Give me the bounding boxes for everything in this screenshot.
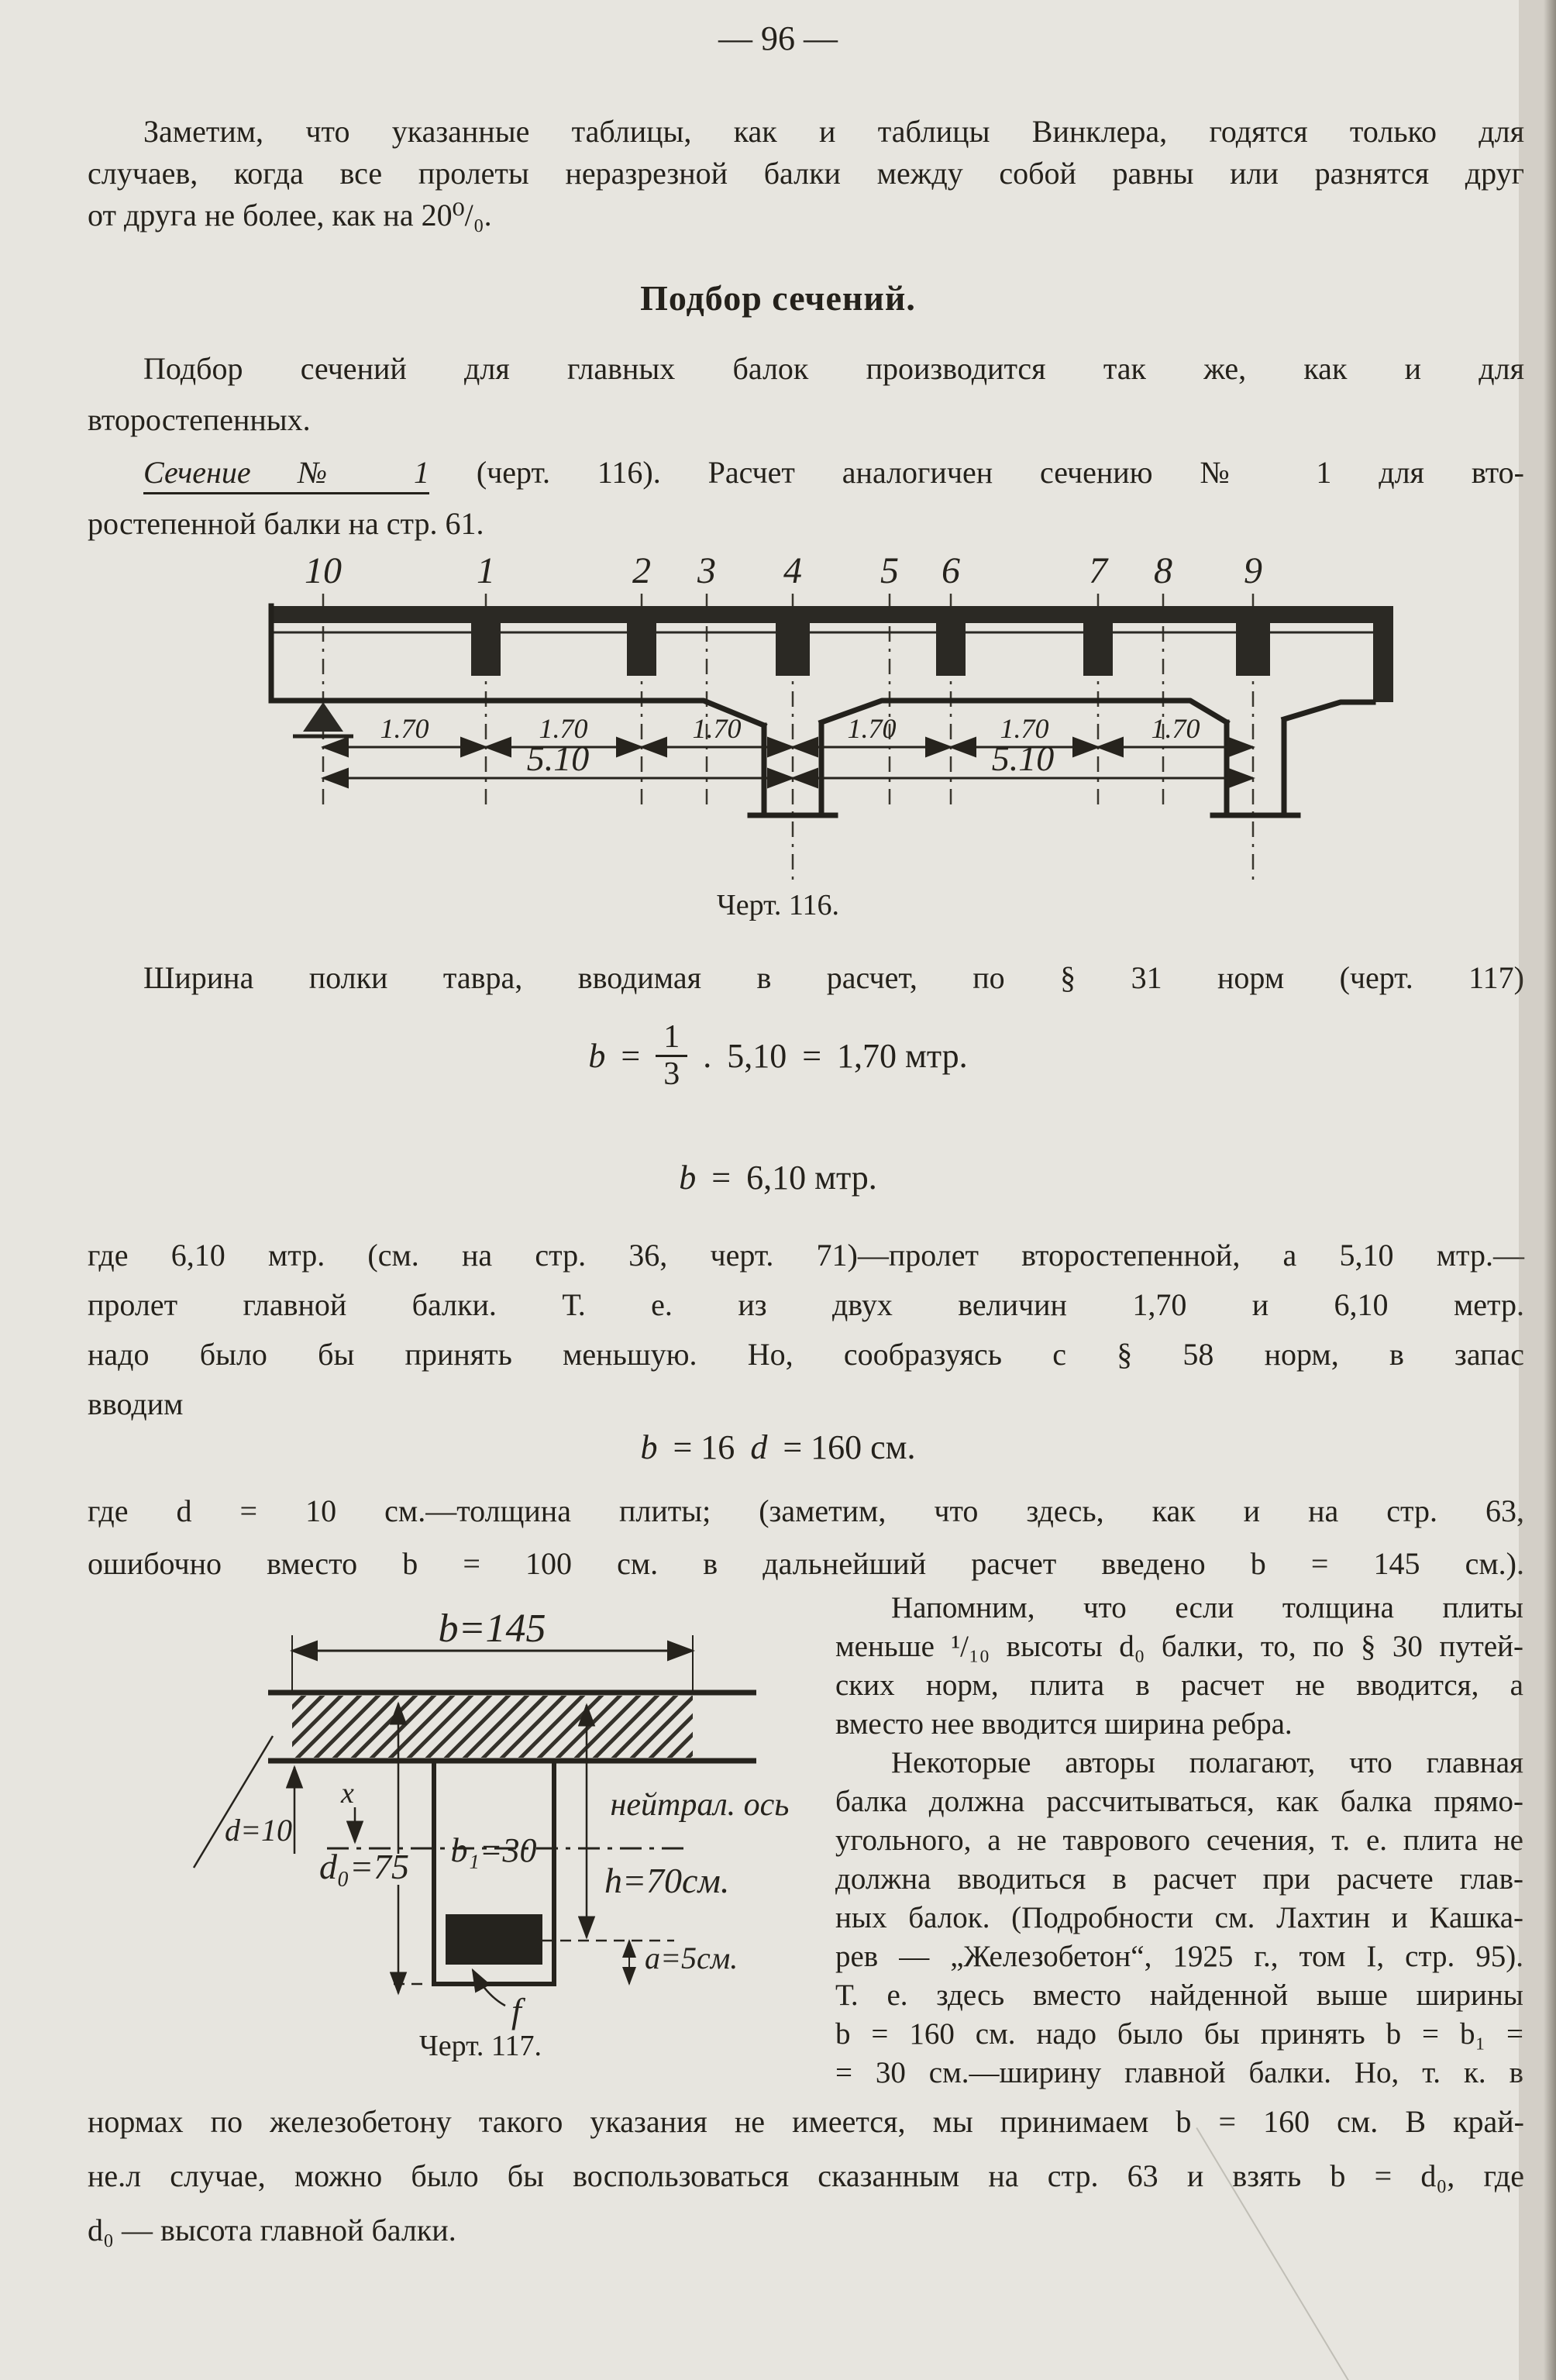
fig117-slab bbox=[268, 1693, 756, 1761]
formula-b-16d bbox=[0, 1428, 1556, 1467]
right-col-line-8: должна вводиться в расчет при расчете глав- bbox=[835, 1862, 1523, 1896]
bottom-line-3: d₀ — высота главной балки. bbox=[88, 2213, 456, 2247]
fig116-section-label: 6 bbox=[942, 550, 960, 591]
formula-result: = 160 см. bbox=[783, 1428, 916, 1466]
equals-sign: = bbox=[711, 1159, 732, 1197]
paragraph-3-line-2: ростепенной балки на стр. 61. bbox=[88, 506, 484, 541]
fig117-label-d0-75: d₀=75 bbox=[318, 1847, 410, 1886]
fig116-dim-1-70: 1.70 bbox=[847, 713, 897, 744]
right-col-line-4: вместо нее вводится ширина ребра. bbox=[835, 1707, 1293, 1741]
fig116-dim-1-70: 1.70 bbox=[1151, 713, 1200, 744]
right-col-line-10: рев — „Железобетон“, 1925 г., том I, стр. 95). bbox=[835, 1940, 1523, 1973]
right-col-line-12: b = 160 см. надо было бы принять b = b₁ = bbox=[835, 2017, 1523, 2051]
paragraph-2-line-1: Подбор сечений для главных балок производится так же, как и для bbox=[143, 351, 1524, 386]
formula-var-b: b bbox=[588, 1037, 606, 1076]
fig116-dimension-lines bbox=[323, 747, 1253, 778]
page-number: — 96 — bbox=[718, 19, 838, 57]
right-col-line-5: Некоторые авторы полагают, что главная bbox=[891, 1746, 1523, 1779]
fig116-section-label: 1 bbox=[477, 550, 495, 591]
fig116-span-dimension-labels bbox=[380, 713, 1200, 744]
figure-117-caption: Черт. 117. bbox=[419, 2030, 542, 2062]
paragraph-6-line-1: где d = 10 см.—толщина плиты; (заметим, что здесь, как и на стр. 63, bbox=[88, 1493, 1524, 1528]
page-right-edge bbox=[1544, 0, 1556, 2380]
paragraph-4: Ширина полки тавра, вводимая в расчет, по § 31 норм (черт. 117) bbox=[143, 960, 1524, 995]
formula-var-b: b bbox=[679, 1159, 697, 1197]
paragraph-5-line-2: пролет главной балки. Т. е. из двух величин 1,70 и 6,10 метр. bbox=[88, 1287, 1524, 1322]
right-col-line-9: ных балок. (Подробности см. Лахтин и Кашка- bbox=[835, 1901, 1523, 1934]
fig117-label-a5: a=5см. bbox=[645, 1941, 738, 1975]
right-col-line-7: угольного, а не таврового сечения, т. е. плита не bbox=[835, 1824, 1523, 1857]
fig117-label-h70: h=70см. bbox=[604, 1861, 730, 1900]
section-no-1-label: Сечение № 1 bbox=[143, 455, 429, 494]
paragraph-3-line-1 bbox=[143, 454, 1524, 491]
fig116-section-label: 9 bbox=[1244, 550, 1262, 591]
right-col-line-13: = 30 см.—ширину главной балки. Но, т. к. в bbox=[835, 2056, 1523, 2089]
formula-b-610 bbox=[0, 1158, 1556, 1197]
formula-flange-width bbox=[0, 1020, 1556, 1093]
fig116-dim-1-70: 1.70 bbox=[1000, 713, 1049, 744]
fig116-span-total-labels bbox=[527, 739, 1055, 778]
right-col-line-3: ских норм, плита в расчет не вводится, а bbox=[835, 1669, 1523, 1702]
fig117-label-f: f bbox=[511, 1991, 522, 2030]
paragraph-5-line-1: где 6,10 мтр. (см. на стр. 36, черт. 71)—пролет второстепенной, а 5,10 мтр.— bbox=[88, 1238, 1524, 1273]
paragraph-6-line-2: ошибочно вместо b = 100 см. в дальнейший расчет введено b = 145 см.). bbox=[88, 1546, 1524, 1581]
intro-line-1: Заметим, что указанные таблицы, как и таблицы Винклера, годятся только для bbox=[143, 114, 1524, 149]
fig117-label-b1-30: b₁=30 bbox=[450, 1831, 537, 1869]
right-col-line-1: Напомним, что если толщина плиты bbox=[891, 1591, 1523, 1624]
fig116-section-label: 7 bbox=[1089, 550, 1107, 591]
fraction-denominator: 3 bbox=[656, 1055, 687, 1092]
fig117-d-leader-line bbox=[194, 1736, 273, 1868]
fig117-label-b145: b=145 bbox=[438, 1612, 546, 1651]
fig116-section-label: 10 bbox=[305, 550, 342, 591]
formula-result: 6,10 мтр. bbox=[746, 1159, 877, 1197]
formula-value-510: 5,10 bbox=[727, 1037, 787, 1076]
fig116-end-block bbox=[1373, 606, 1393, 702]
fig116-section-label: 3 bbox=[697, 550, 716, 591]
fig117-f-leader-arrow bbox=[473, 1970, 505, 2006]
right-col-line-11: Т. е. здесь вместо найденной выше ширины bbox=[835, 1979, 1523, 2012]
section-heading: Подбор сечений. bbox=[640, 278, 916, 318]
fig116-section-label: 4 bbox=[783, 550, 802, 591]
fig117-reinforcement-block bbox=[446, 1914, 542, 1965]
bottom-line-1: нормах по железобетону такого указания не имеется, мы принимаем b = 160 см. В край- bbox=[88, 2104, 1524, 2139]
fraction-one-third bbox=[656, 1020, 687, 1093]
formula-var-b: b bbox=[640, 1428, 658, 1466]
fig117-label-d10: d=10 bbox=[225, 1813, 292, 1848]
fig116-section-label: 8 bbox=[1154, 550, 1172, 591]
figure-117 bbox=[108, 1612, 852, 2030]
formula-var-d: d bbox=[750, 1428, 768, 1466]
fig116-dim-5-10: 5.10 bbox=[526, 739, 590, 778]
right-col-line-2: меньше ¹/₁₀ высоты d₀ балки, то, по § 30 путей- bbox=[835, 1630, 1523, 1663]
right-col-line-6: балка должна рассчитываться, как балка прямо- bbox=[835, 1785, 1523, 1818]
fig116-section-label: 2 bbox=[632, 550, 651, 591]
paragraph-5-line-4: вводим bbox=[88, 1386, 184, 1421]
figure-116-caption: Черт. 116. bbox=[717, 889, 839, 921]
multiplication-dot: . bbox=[703, 1037, 712, 1076]
fig116-beam-outline bbox=[271, 606, 1373, 815]
fig116-dim-5-10: 5.10 bbox=[991, 739, 1055, 778]
equals-sign: = bbox=[621, 1037, 641, 1076]
fig116-section-label: 5 bbox=[880, 550, 899, 591]
paragraph-3-line-1-rest: (черт. 116). Расчет аналогичен сечению № 1 для вто- bbox=[429, 455, 1525, 490]
formula-mid: = 16 bbox=[673, 1428, 735, 1466]
fig116-dim-1-70: 1.70 bbox=[380, 713, 429, 744]
bottom-line-2: не.л случае, можно было бы воспользоваться сказанным на стр. 63 и взять b = d₀, где bbox=[88, 2158, 1524, 2193]
fig116-dim-1-70: 1.70 bbox=[692, 713, 742, 744]
fig117-label-neutral-axis: нейтрал. ось bbox=[610, 1787, 790, 1823]
fig116-dim-1-70: 1.70 bbox=[539, 713, 588, 744]
figure-116 bbox=[217, 542, 1496, 911]
fraction-numerator: 1 bbox=[663, 1019, 680, 1055]
intro-line-2: случаев, когда все пролеты неразрезной балки между собой равны или разнятся друг bbox=[88, 156, 1524, 191]
equals-sign: = bbox=[802, 1037, 822, 1076]
fig116-left-support bbox=[293, 702, 353, 736]
fig117-label-x: x bbox=[341, 1777, 354, 1810]
fig116-secondary-beam-ribs bbox=[471, 623, 1270, 676]
paragraph-2-line-2: второстепенных. bbox=[88, 402, 311, 437]
intro-line-3: от друга не более, как на 20⁰/₀. bbox=[88, 198, 492, 232]
fig116-section-labels bbox=[305, 550, 1262, 591]
paragraph-5-line-3: надо было бы принять меньшую. Но, сообразуясь с § 58 норм, в запас bbox=[88, 1337, 1524, 1372]
fig116-slab bbox=[271, 606, 1393, 702]
formula-result: 1,70 мтр. bbox=[837, 1037, 968, 1076]
